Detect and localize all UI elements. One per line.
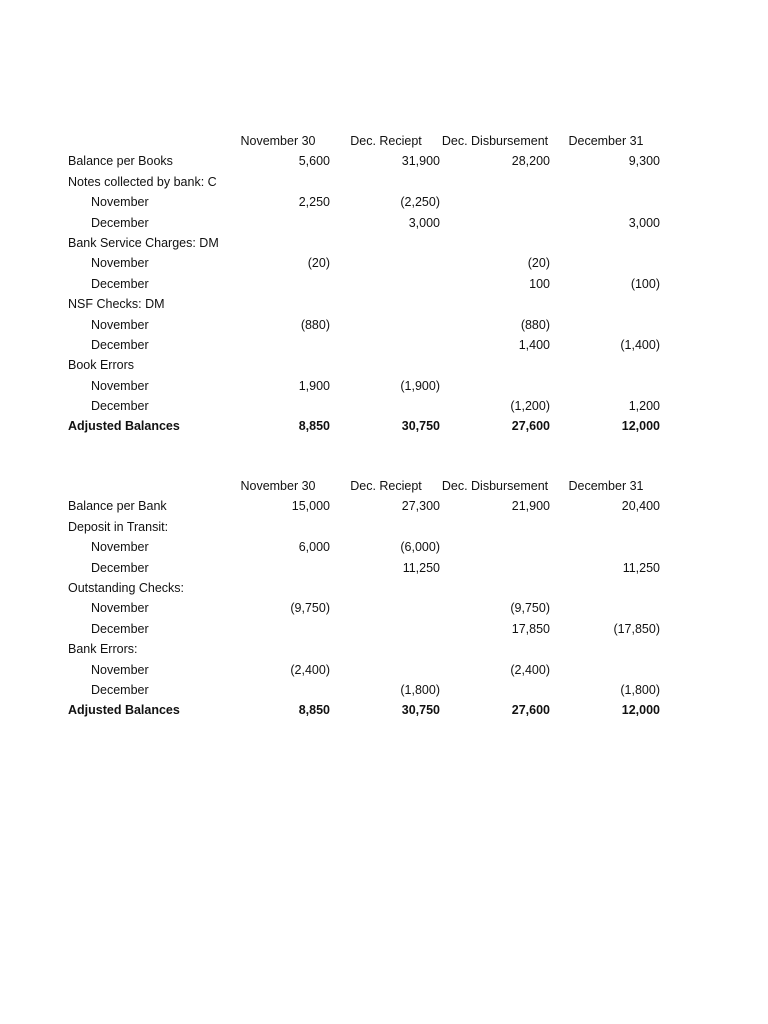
table-row — [68, 537, 668, 557]
value-cell: 1,200 — [628, 399, 660, 414]
table-body — [68, 496, 668, 720]
row-label: Adjusted Balances — [68, 703, 180, 718]
table-row — [68, 680, 668, 700]
table-row — [68, 192, 668, 212]
value-cell: 27,600 — [511, 419, 550, 434]
table-row — [68, 496, 668, 516]
row-label: Balance per Books — [68, 154, 173, 169]
column-header-dec-receipt: Dec. Reciept — [350, 479, 422, 493]
value-cell: 27,600 — [511, 703, 550, 718]
value-cell: 8,850 — [298, 419, 330, 434]
value-cell: (20) — [527, 256, 550, 271]
value-cell: (1,800) — [620, 682, 660, 697]
value-cell: 17,850 — [511, 621, 550, 636]
value-cell: (2,250) — [400, 195, 440, 210]
row-label: December — [91, 560, 149, 575]
table-row — [68, 558, 668, 578]
value-cell: 28,200 — [511, 154, 550, 169]
table-body — [68, 151, 668, 436]
value-cell: 3,000 — [628, 215, 660, 230]
table-row — [68, 315, 668, 335]
value-cell: 2,250 — [298, 195, 330, 210]
value-cell: (9,750) — [290, 601, 330, 616]
value-cell: (20) — [307, 256, 330, 271]
row-label: November — [91, 317, 149, 332]
value-cell: (1,200) — [510, 399, 550, 414]
row-label: December — [91, 682, 149, 697]
value-cell: 12,000 — [621, 419, 660, 434]
row-label: Book Errors — [68, 358, 134, 373]
value-cell: (1,800) — [400, 682, 440, 697]
totals-row — [68, 700, 668, 720]
table-row — [68, 355, 668, 375]
table-row — [68, 213, 668, 233]
value-cell: 21,900 — [511, 499, 550, 514]
value-cell: 30,750 — [401, 419, 440, 434]
value-cell: 27,300 — [401, 499, 440, 514]
value-cell: 20,400 — [621, 499, 660, 514]
value-cell: (880) — [300, 317, 330, 332]
value-cell: (880) — [520, 317, 550, 332]
row-label: November — [91, 540, 149, 555]
table-row — [68, 598, 668, 618]
table-row — [68, 619, 668, 639]
table-row — [68, 233, 668, 253]
row-label: November — [91, 662, 149, 677]
value-cell: 31,900 — [401, 154, 440, 169]
value-cell: (2,400) — [290, 662, 330, 677]
value-cell: (100) — [630, 276, 660, 291]
value-cell: 8,850 — [298, 703, 330, 718]
column-header-december-31: December 31 — [568, 479, 644, 493]
row-label: Bank Errors: — [68, 642, 138, 657]
row-label: November — [91, 601, 149, 616]
value-cell: 9,300 — [628, 154, 660, 169]
header-row — [68, 131, 668, 151]
value-cell: 1,900 — [298, 378, 330, 393]
value-cell: 6,000 — [298, 540, 330, 555]
value-cell: 3,000 — [408, 215, 440, 230]
table-row — [68, 660, 668, 680]
row-label: December — [91, 215, 149, 230]
header-row — [68, 476, 668, 496]
table-row — [68, 274, 668, 294]
column-header-november-30: November 30 — [240, 479, 316, 493]
value-cell: 11,250 — [622, 560, 660, 575]
row-label: Bank Service Charges: DM — [68, 235, 219, 250]
row-label: December — [91, 621, 149, 636]
value-cell: 5,600 — [298, 154, 330, 169]
table-row — [68, 578, 668, 598]
totals-row — [68, 416, 668, 436]
table-row — [68, 253, 668, 273]
row-label: November — [91, 256, 149, 271]
row-label: Balance per Bank — [68, 499, 167, 514]
value-cell: (2,400) — [510, 662, 550, 677]
value-cell: (1,400) — [620, 337, 660, 352]
value-cell: 100 — [529, 276, 550, 291]
column-header-november-30: November 30 — [240, 134, 316, 148]
value-cell: 15,000 — [291, 499, 330, 514]
row-label: NSF Checks: DM — [68, 297, 165, 312]
book-reconciliation-table — [68, 131, 668, 437]
row-label: Deposit in Transit: — [68, 519, 169, 534]
table-row — [68, 294, 668, 314]
value-cell: 1,400 — [518, 337, 550, 352]
table-row — [68, 335, 668, 355]
table-row — [68, 151, 668, 171]
table-row — [68, 639, 668, 659]
row-label: November — [91, 195, 149, 210]
column-header-dec-receipt: Dec. Reciept — [350, 134, 422, 148]
table-row — [68, 517, 668, 537]
row-label: December — [91, 276, 149, 291]
value-cell: (9,750) — [510, 601, 550, 616]
table-row — [68, 172, 668, 192]
column-header-december-31: December 31 — [568, 134, 644, 148]
table-row — [68, 396, 668, 416]
column-header-dec-disbursement: Dec. Disbursement — [441, 134, 549, 148]
value-cell: (6,000) — [400, 540, 440, 555]
row-label: Adjusted Balances — [68, 419, 180, 434]
row-label: Notes collected by bank: C — [68, 174, 217, 189]
value-cell: (1,900) — [400, 378, 440, 393]
value-cell: 30,750 — [401, 703, 440, 718]
table-row — [68, 376, 668, 396]
bank-reconciliation-table — [68, 476, 668, 721]
row-label: December — [91, 337, 149, 352]
value-cell: 11,250 — [402, 560, 440, 575]
row-label: Outstanding Checks: — [68, 580, 185, 595]
column-header-dec-disbursement: Dec. Disbursement — [441, 479, 549, 493]
row-label: December — [91, 399, 149, 414]
value-cell: (17,850) — [613, 621, 660, 636]
row-label: November — [91, 378, 149, 393]
value-cell: 12,000 — [621, 703, 660, 718]
